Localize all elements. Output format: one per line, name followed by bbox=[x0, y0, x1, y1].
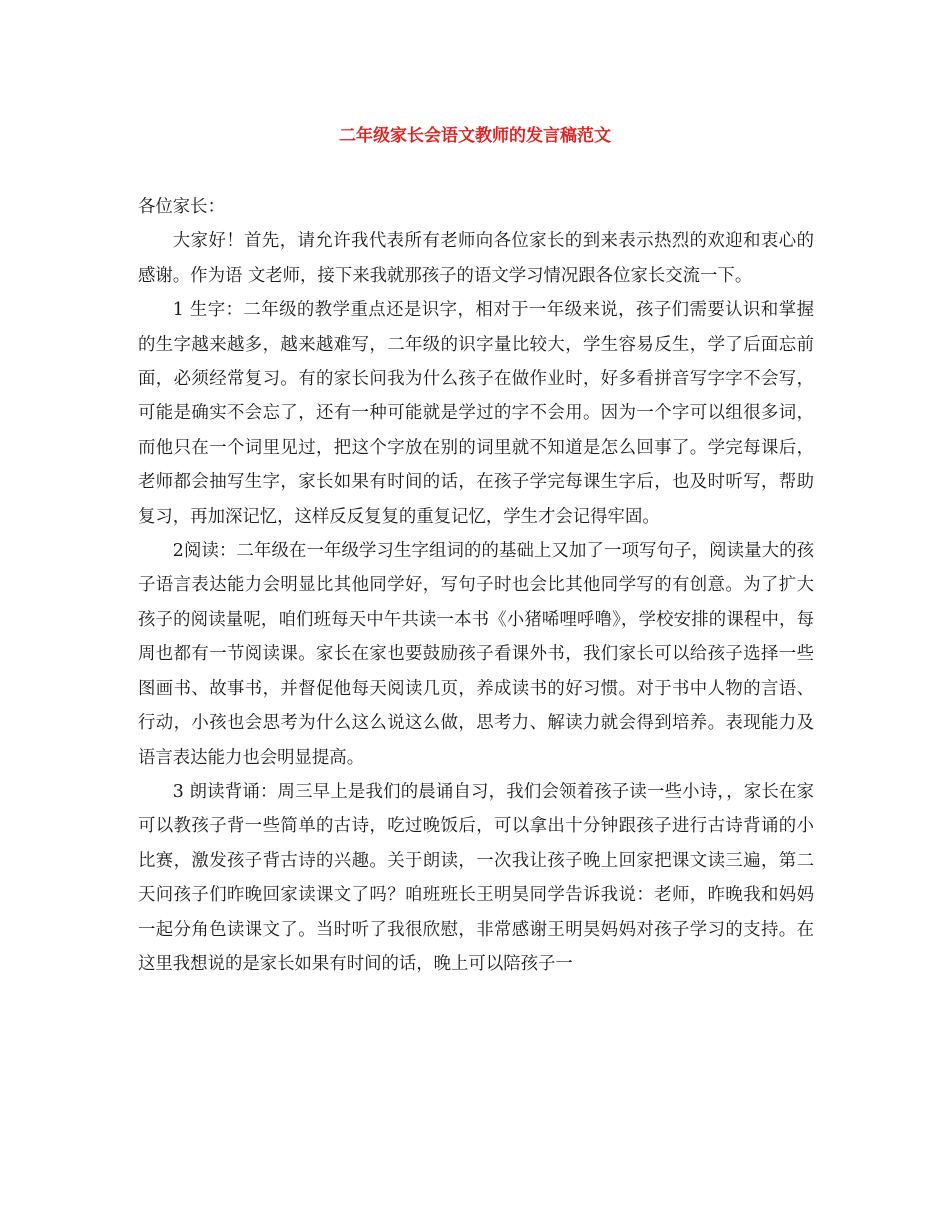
salutation: 各位家长： bbox=[138, 197, 225, 217]
paragraph-reading: 2阅读：二年级在一年级学习生字组词的的基础上又加了一项写句子，阅读量大的孩子语言表达能力会明显比其他同学好，写句子时也会比其他同学写的有创意。为了扩大孩子的阅读量呢，咱们班每天中午共读一本书《小猪唏哩呼噜》，学校安排的课程中，每周也都有一节阅读课。家长在家也要鼓励孩子看课外书，我们家长可以给孩子选择一些图画书、故事书，并督促他每天阅读几页，养成读书的好习惯。对于书中人物的言语、行动，小孩也会思考为什么这么说这么做，思考力、解读力就会得到培养。表现能力及语言表达能力也会明显提高。 bbox=[138, 541, 814, 768]
document-body bbox=[138, 190, 814, 981]
paragraph-recitation: 3 朗读背诵：周三早上是我们的晨诵自习，我们会领着孩子读一些小诗，，家长在家可以教孩子背一些简单的古诗，吃过晚饭后，可以拿出十分钟跟孩子进行古诗背诵的小比赛，激发孩子背古诗的兴趣。关于朗读，一次我让孩子晚上回家把课文读三遍，第二天问孩子们昨晚回家读课文了吗？咱班班长王明昊同学告诉我说：老师，昨晚我和妈妈一起分角色读课文了。当时听了我很欣慰，非常感谢王明昊妈妈对孩子学习的支持。在这里我想说的是家长如果有时间的话，晚上可以陪孩子一 bbox=[138, 781, 814, 974]
document-title: 二年级家长会语文教师的发言稿范文 bbox=[339, 126, 611, 146]
paragraph-new-characters: 1 生字：二年级的教学重点还是识字，相对于一年级来说，孩子们需要认识和掌握的生字越来越多，越来越难写，二年级的识字量比较大，学生容易反生，学了后面忘前面，必须经常复习。有的家长问我为什么孩子在做作业时，好多看拼音写字字不会写，可能是确实不会忘了，还有一种可能就是学过的字不会用。因为一个字可以组很多词，而他只在一个词里见过，把这个字放在别的词里就不知道是怎么回事了。学完每课后，老师都会抽写生字，家长如果有时间的话，在孩子学完每课生字后，也及时听写，帮助复习，再加深记忆，这样反反复复的重复记忆，学生才会记得牢固。 bbox=[138, 300, 814, 527]
paragraph-greeting: 大家好！首先，请允许我代表所有老师向各位家长的到来表示热烈的欢迎和衷心的感谢。作为语 文老师，接下来我就那孩子的语文学习情况跟各位家长交流一下。 bbox=[138, 231, 814, 286]
